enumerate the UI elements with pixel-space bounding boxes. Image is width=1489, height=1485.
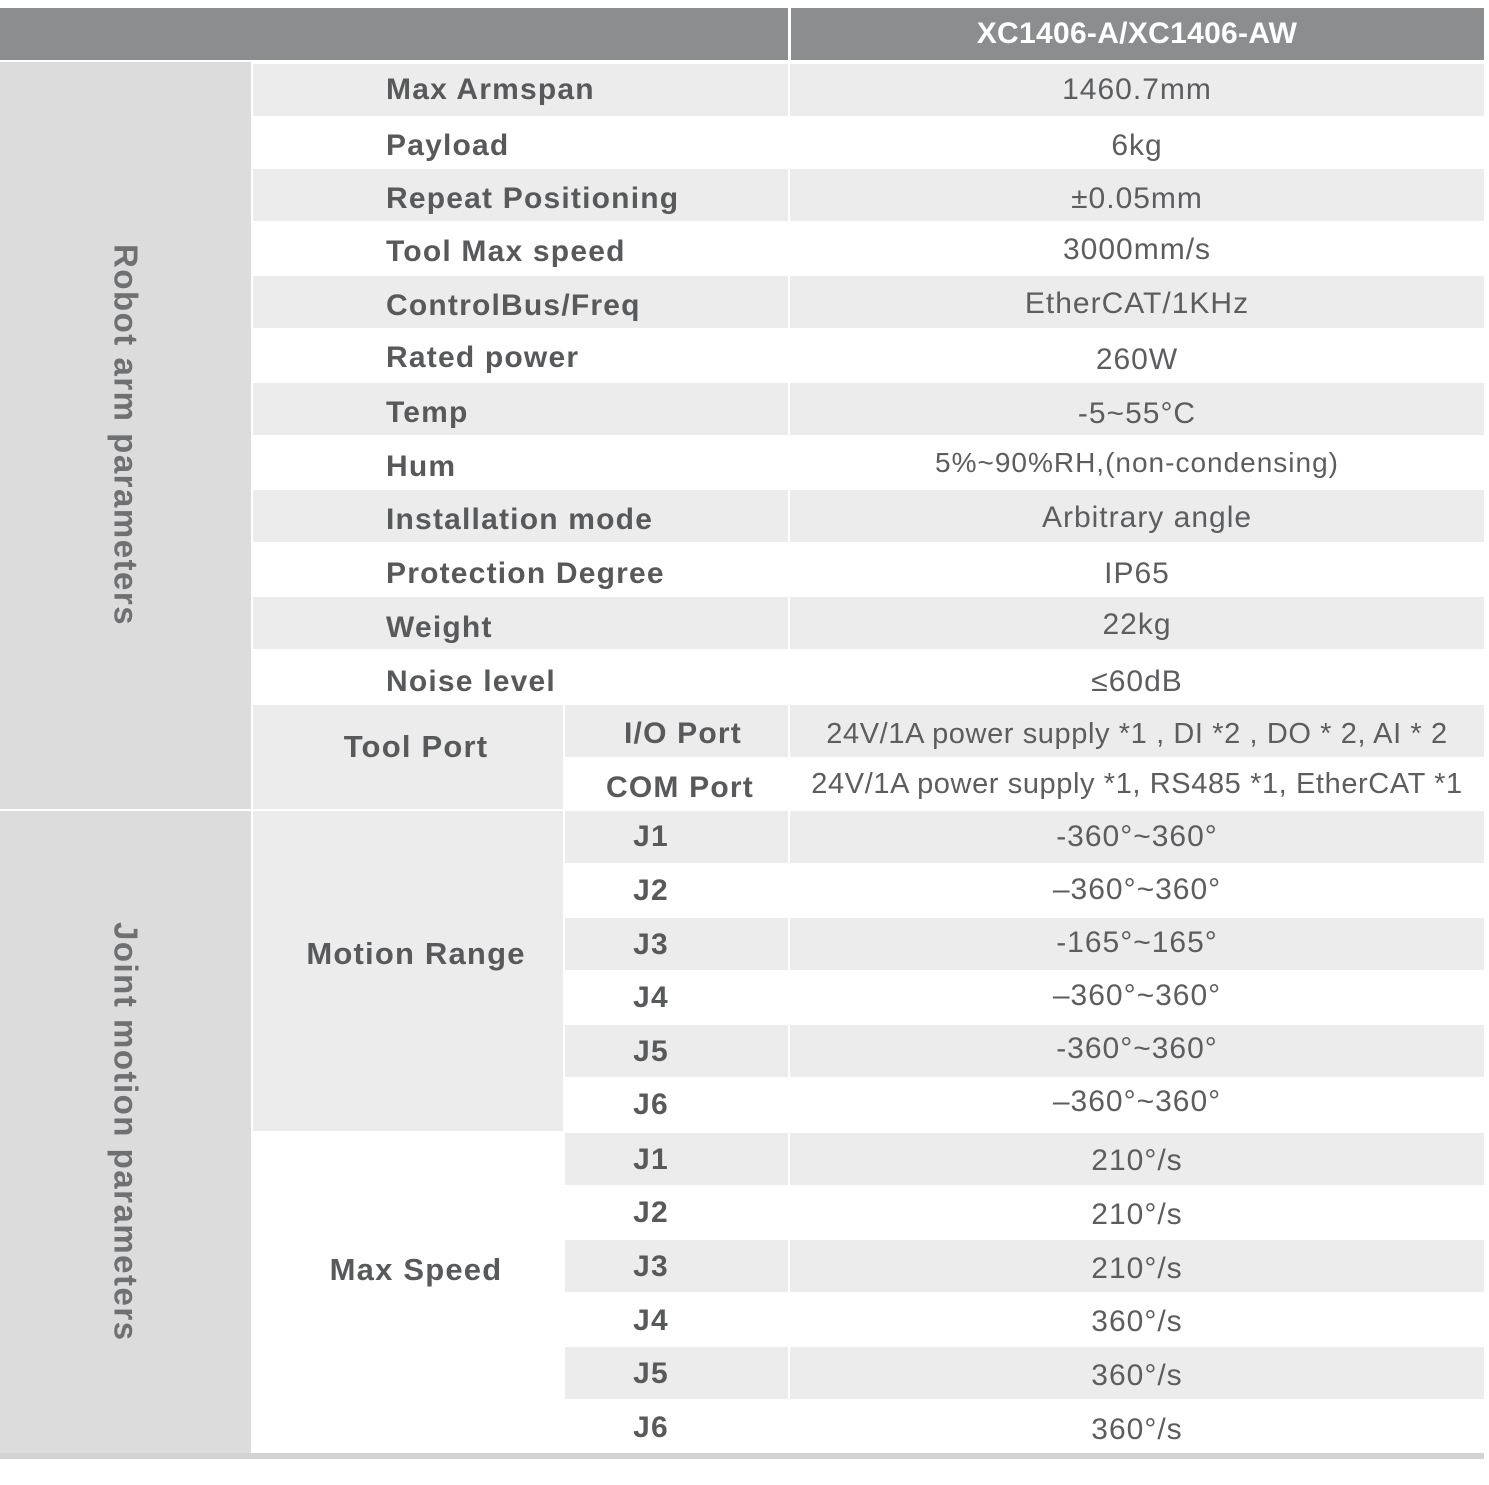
joint-label: J4: [633, 981, 669, 1014]
joint-label: J4: [633, 1304, 669, 1337]
joint-label: J1: [633, 820, 669, 853]
section-label-robot-arm: Robot arm parameters: [107, 244, 145, 627]
joint-speed-value: 210°/s: [1091, 1144, 1183, 1177]
joint-range-value: -360°~360°: [1056, 820, 1218, 853]
joint-speed-value: 360°/s: [1091, 1359, 1183, 1392]
table-bottom-border: [0, 1453, 1484, 1459]
row-value: EtherCAT/1KHz: [1024, 287, 1250, 320]
joint-speed-value: 210°/s: [1091, 1198, 1183, 1231]
row-label: Repeat Positioning: [386, 182, 680, 215]
joint-range-value: –360°~360°: [1052, 873, 1222, 906]
row-value: -5~55°C: [1077, 397, 1197, 430]
joint-label: J5: [633, 1035, 669, 1068]
group-divider: [253, 1131, 563, 1133]
joint-speed-value: 360°/s: [1091, 1413, 1183, 1446]
row-value: 260W: [1095, 343, 1179, 376]
row-label: Rated power: [386, 341, 580, 374]
section-divider: [0, 809, 1484, 811]
row-value: 6kg: [1111, 129, 1163, 162]
row-label: Weight: [386, 611, 493, 644]
joint-range-value: -360°~360°: [1056, 1032, 1218, 1065]
joint-label: J2: [633, 874, 669, 907]
joint-label: J2: [633, 1196, 669, 1229]
row-value: 1460.7mm: [1062, 73, 1212, 106]
row-label: Tool Max speed: [386, 235, 626, 268]
joint-label: J3: [633, 928, 669, 961]
io-port-value: 24V/1A power supply *1 , DI *2 , DO * 2, AI * 2: [826, 717, 1448, 750]
joint-speed-value: 210°/s: [1091, 1252, 1183, 1285]
model-title: XC1406-A/XC1406-AW: [976, 17, 1298, 50]
row-value: IP65: [1104, 557, 1170, 590]
row-label: Protection Degree: [386, 557, 665, 590]
row-value: ±0.05mm: [1071, 182, 1203, 215]
tool-port-label: Tool Port: [343, 729, 489, 764]
motion-range-label: Motion Range: [306, 936, 526, 971]
row-value: Arbitrary angle: [1041, 501, 1253, 534]
column-divider: [563, 705, 565, 1453]
joint-range-value: –360°~360°: [1052, 1085, 1222, 1118]
row-value: ≤60dB: [1091, 665, 1183, 698]
column-divider: [788, 62, 790, 1453]
max-speed-label: Max Speed: [329, 1252, 503, 1287]
row-value: 22kg: [1102, 608, 1172, 641]
column-divider: [251, 62, 253, 1453]
joint-label: J6: [633, 1411, 669, 1444]
com-port-label: COM Port: [606, 771, 754, 804]
row-label: Installation mode: [386, 503, 654, 536]
joint-label: J3: [633, 1250, 669, 1283]
joint-range-value: –360°~360°: [1052, 979, 1222, 1012]
joint-label: J1: [633, 1143, 669, 1176]
section-label-joint-motion: Joint motion parameters: [107, 922, 145, 1342]
row-label: Temp: [386, 396, 469, 429]
row-label: Payload: [386, 129, 510, 162]
row-label: Hum: [386, 450, 457, 483]
row-label: Noise level: [386, 665, 556, 698]
row-label: Max Armspan: [386, 73, 595, 106]
joint-range-value: -165°~165°: [1056, 926, 1218, 959]
row-value: 3000mm/s: [1062, 233, 1212, 266]
row-label: ControlBus/Freq: [386, 289, 641, 322]
joint-label: J5: [633, 1357, 669, 1390]
joint-label: J6: [633, 1088, 669, 1121]
joint-speed-value: 360°/s: [1091, 1305, 1183, 1338]
io-port-label: I/O Port: [624, 717, 742, 750]
row-value: 5%~90%RH,(non-condensing): [935, 447, 1339, 478]
com-port-value: 24V/1A power supply *1, RS485 *1, EtherCAT *1: [811, 767, 1463, 800]
